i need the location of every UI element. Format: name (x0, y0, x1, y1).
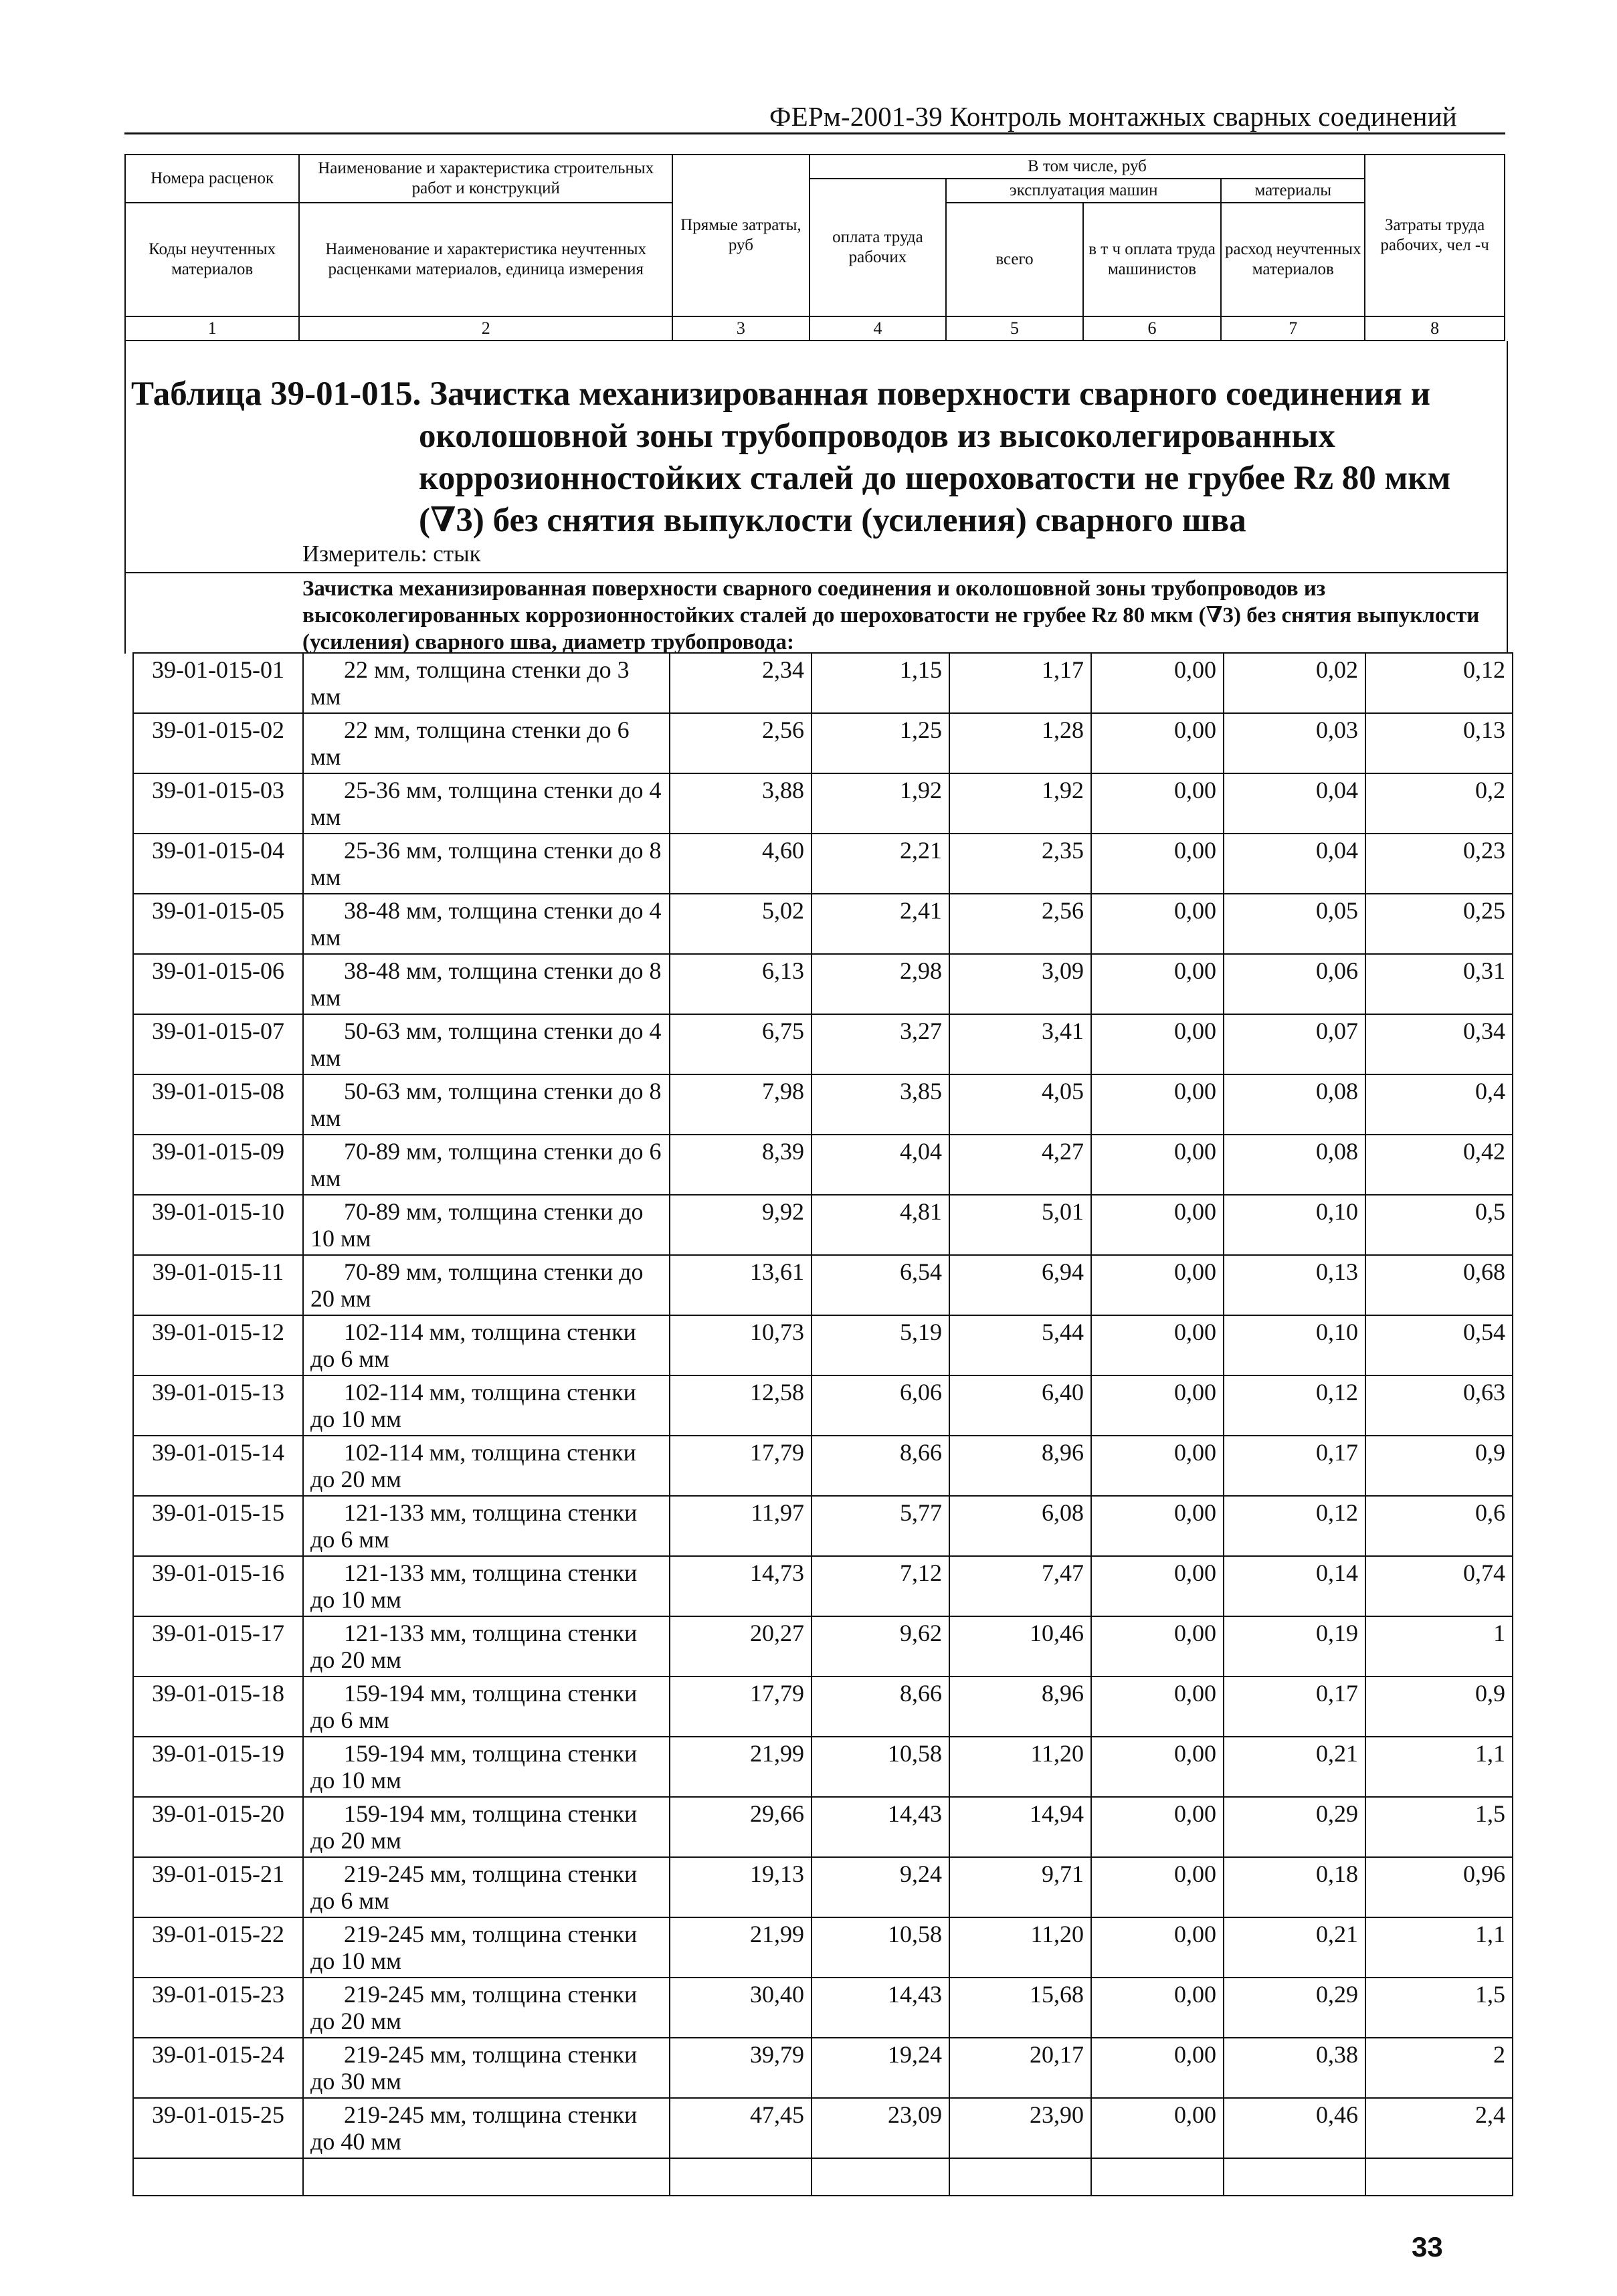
page-header: ФЕРм-2001-39 Контроль монтажных сварных соединений (769, 101, 1457, 132)
labor-hours: 0,12 (1365, 653, 1513, 713)
labor-hours: 0,9 (1365, 1436, 1513, 1496)
work-description: 219-245 мм, толщина стенки до 30 мм (303, 2038, 670, 2098)
labor-pay: 2,98 (812, 954, 949, 1014)
operator-pay: 0,00 (1091, 1496, 1224, 1556)
work-description: 22 мм, толщина стенки до 3 мм (303, 653, 670, 713)
work-description: 50-63 мм, толщина стенки до 4 мм (303, 1014, 670, 1074)
labor-pay: 6,06 (812, 1375, 949, 1436)
rate-code: 39-01-015-21 (133, 1857, 303, 1917)
direct-costs: 19,13 (670, 1857, 812, 1917)
direct-costs: 13,61 (670, 1255, 812, 1315)
rate-code: 39-01-015-22 (133, 1917, 303, 1978)
materials-cost: 0,17 (1224, 1436, 1365, 1496)
table-number: Таблица 39-01-015. (131, 375, 421, 413)
materials-cost: 0,38 (1224, 2038, 1365, 2098)
direct-costs: 10,73 (670, 1315, 812, 1375)
table-row (133, 713, 1513, 773)
empty-cell (1365, 2158, 1513, 2196)
labor-hours: 0,13 (1365, 713, 1513, 773)
materials-cost: 0,07 (1224, 1014, 1365, 1074)
rate-code: 39-01-015-05 (133, 894, 303, 954)
operator-pay: 0,00 (1091, 1917, 1224, 1978)
materials-cost: 0,03 (1224, 713, 1365, 773)
rate-code: 39-01-015-07 (133, 1014, 303, 1074)
rate-code: 39-01-015-11 (133, 1255, 303, 1315)
rate-code: 39-01-015-03 (133, 773, 303, 834)
labor-hours: 0,54 (1365, 1315, 1513, 1375)
header-material-codes: Коды неучтенных материалов (125, 203, 299, 316)
table-row (133, 894, 1513, 954)
table-name: Зачистка механизированная поверхности сварного соединения и околошовной зоны трубопроводов из высоколегированных коррозионностойких сталей до шероховатости не грубее Rz 80 мкм (∇3) без снятия выпуклости (усиления) сварного шва (419, 375, 1451, 539)
labor-hours: 0,5 (1365, 1195, 1513, 1255)
direct-costs: 39,79 (670, 2038, 812, 2098)
rate-code: 39-01-015-06 (133, 954, 303, 1014)
machines-total: 1,92 (949, 773, 1091, 834)
operator-pay: 0,00 (1091, 1616, 1224, 1677)
materials-cost: 0,13 (1224, 1255, 1365, 1315)
operator-pay: 0,00 (1091, 1375, 1224, 1436)
materials-cost: 0,10 (1224, 1195, 1365, 1255)
work-description: 102-114 мм, толщина стенки до 20 мм (303, 1436, 670, 1496)
work-description: 121-133 мм, толщина стенки до 20 мм (303, 1616, 670, 1677)
machines-total: 6,40 (949, 1375, 1091, 1436)
rate-code: 39-01-015-09 (133, 1135, 303, 1195)
direct-costs: 17,79 (670, 1677, 812, 1737)
materials-cost: 0,10 (1224, 1315, 1365, 1375)
direct-costs: 47,45 (670, 2098, 812, 2158)
operator-pay: 0,00 (1091, 1978, 1224, 2038)
labor-pay: 1,25 (812, 713, 949, 773)
work-description: 219-245 мм, толщина стенки до 40 мм (303, 2098, 670, 2158)
machines-total: 1,17 (949, 653, 1091, 713)
rate-code: 39-01-015-04 (133, 834, 303, 894)
machines-total: 8,96 (949, 1436, 1091, 1496)
machines-total: 6,08 (949, 1496, 1091, 1556)
labor-hours: 0,9 (1365, 1677, 1513, 1737)
operator-pay: 0,00 (1091, 1315, 1224, 1375)
page-number: 33 (1412, 2231, 1443, 2263)
table-row (133, 1978, 1513, 2038)
materials-cost: 0,29 (1224, 1978, 1365, 2038)
labor-pay: 1,15 (812, 653, 949, 713)
labor-pay: 10,58 (812, 1737, 949, 1797)
rate-code: 39-01-015-15 (133, 1496, 303, 1556)
direct-costs: 12,58 (670, 1375, 812, 1436)
labor-pay: 7,12 (812, 1556, 949, 1616)
machines-total: 5,01 (949, 1195, 1091, 1255)
rate-code: 39-01-015-17 (133, 1616, 303, 1677)
labor-hours: 2,4 (1365, 2098, 1513, 2158)
labor-hours: 0,31 (1365, 954, 1513, 1014)
labor-hours: 1,5 (1365, 1978, 1513, 2038)
machines-total: 20,17 (949, 2038, 1091, 2098)
labor-hours: 0,6 (1365, 1496, 1513, 1556)
rates-table (132, 652, 1512, 2196)
labor-pay: 23,09 (812, 2098, 949, 2158)
work-description: 70-89 мм, толщина стенки до 6 мм (303, 1135, 670, 1195)
labor-pay: 14,43 (812, 1978, 949, 2038)
header-rate-numbers: Номера расценок (125, 155, 299, 203)
machines-total: 3,09 (949, 954, 1091, 1014)
table-row (133, 653, 1513, 713)
rate-code: 39-01-015-20 (133, 1797, 303, 1857)
header-rule (124, 132, 1505, 134)
table-row (133, 2038, 1513, 2098)
header-direct-costs: Прямые затраты, руб (672, 155, 810, 316)
operator-pay: 0,00 (1091, 1436, 1224, 1496)
machines-total: 2,56 (949, 894, 1091, 954)
materials-cost: 0,08 (1224, 1074, 1365, 1135)
work-description: 25-36 мм, толщина стенки до 8 мм (303, 834, 670, 894)
empty-cell (303, 2158, 670, 2196)
table-end-spacer (133, 2158, 1513, 2196)
rate-code: 39-01-015-16 (133, 1556, 303, 1616)
empty-cell (949, 2158, 1091, 2196)
machines-total: 2,35 (949, 834, 1091, 894)
labor-pay: 9,24 (812, 1857, 949, 1917)
labor-pay: 5,77 (812, 1496, 949, 1556)
operator-pay: 0,00 (1091, 2098, 1224, 2158)
materials-cost: 0,02 (1224, 653, 1365, 713)
empty-cell (1091, 2158, 1224, 2196)
header-operator-pay: в т ч оплата труда машинистов (1083, 203, 1222, 316)
machines-total: 8,96 (949, 1677, 1091, 1737)
column-number: 1 (125, 316, 299, 341)
header-material-name: Наименование и характеристика неучтенных расценками материалов, единица измерения (299, 203, 672, 316)
operator-pay: 0,00 (1091, 1074, 1224, 1135)
work-description: 159-194 мм, толщина стенки до 10 мм (303, 1737, 670, 1797)
direct-costs: 30,40 (670, 1978, 812, 2038)
table-title (131, 373, 1503, 542)
work-description: 50-63 мм, толщина стенки до 8 мм (303, 1074, 670, 1135)
work-description: 219-245 мм, толщина стенки до 10 мм (303, 1917, 670, 1978)
operator-pay: 0,00 (1091, 1135, 1224, 1195)
header-machines-total: всего (946, 203, 1083, 316)
direct-costs: 5,02 (670, 894, 812, 954)
column-number: 2 (299, 316, 672, 341)
operator-pay: 0,00 (1091, 1737, 1224, 1797)
materials-cost: 0,08 (1224, 1135, 1365, 1195)
header-material-use: расход неучтенных материалов (1221, 203, 1365, 316)
empty-cell (1224, 2158, 1365, 2196)
column-number: 6 (1083, 316, 1222, 341)
labor-pay: 19,24 (812, 2038, 949, 2098)
direct-costs: 11,97 (670, 1496, 812, 1556)
header-including: В том числе, руб (810, 155, 1365, 179)
work-description: 102-114 мм, толщина стенки до 6 мм (303, 1315, 670, 1375)
labor-hours: 1 (1365, 1616, 1513, 1677)
materials-cost: 0,04 (1224, 834, 1365, 894)
labor-pay: 4,81 (812, 1195, 949, 1255)
work-description: 159-194 мм, толщина стенки до 6 мм (303, 1677, 670, 1737)
work-description: 70-89 мм, толщина стенки до 10 мм (303, 1195, 670, 1255)
labor-hours: 1,1 (1365, 1917, 1513, 1978)
rate-code: 39-01-015-14 (133, 1436, 303, 1496)
table-row (133, 1737, 1513, 1797)
labor-pay: 14,43 (812, 1797, 949, 1857)
machines-total: 11,20 (949, 1737, 1091, 1797)
materials-cost: 0,21 (1224, 1737, 1365, 1797)
rate-code: 39-01-015-19 (133, 1737, 303, 1797)
machines-total: 23,90 (949, 2098, 1091, 2158)
operator-pay: 0,00 (1091, 1797, 1224, 1857)
table-row (133, 1375, 1513, 1436)
labor-pay: 4,04 (812, 1135, 949, 1195)
table-row (133, 1195, 1513, 1255)
labor-pay: 6,54 (812, 1255, 949, 1315)
labor-hours: 0,42 (1365, 1135, 1513, 1195)
direct-costs: 20,27 (670, 1616, 812, 1677)
operator-pay: 0,00 (1091, 1556, 1224, 1616)
operator-pay: 0,00 (1091, 773, 1224, 834)
measurer: Измеритель: стык (302, 541, 481, 567)
table-title-text (131, 373, 1503, 542)
work-description: 25-36 мм, толщина стенки до 4 мм (303, 773, 670, 834)
work-description: 159-194 мм, толщина стенки до 20 мм (303, 1797, 670, 1857)
labor-hours: 0,74 (1365, 1556, 1513, 1616)
table-row (133, 1135, 1513, 1195)
direct-costs: 6,75 (670, 1014, 812, 1074)
materials-cost: 0,17 (1224, 1677, 1365, 1737)
work-description: 121-133 мм, толщина стенки до 6 мм (303, 1496, 670, 1556)
header-labor-pay: оплата труда рабочих (810, 179, 947, 316)
column-header (124, 154, 1505, 341)
table-row (133, 773, 1513, 834)
operator-pay: 0,00 (1091, 1857, 1224, 1917)
labor-pay: 3,85 (812, 1074, 949, 1135)
direct-costs: 2,56 (670, 713, 812, 773)
header-labor-hours: Затраты труда рабочих, чел -ч (1365, 155, 1505, 316)
table-row (133, 1917, 1513, 1978)
rate-code: 39-01-015-10 (133, 1195, 303, 1255)
machines-total: 5,44 (949, 1315, 1091, 1375)
labor-pay: 10,58 (812, 1917, 949, 1978)
materials-cost: 0,18 (1224, 1857, 1365, 1917)
operator-pay: 0,00 (1091, 894, 1224, 954)
column-number: 7 (1221, 316, 1365, 341)
materials-cost: 0,21 (1224, 1917, 1365, 1978)
labor-pay: 1,92 (812, 773, 949, 834)
operator-pay: 0,00 (1091, 2038, 1224, 2098)
materials-cost: 0,06 (1224, 954, 1365, 1014)
rate-code: 39-01-015-12 (133, 1315, 303, 1375)
section-description: Зачистка механизированная поверхности сварного соединения и околошовной зоны трубопроводов из высоколегированных коррозионностойких сталей до шероховатости не грубее Rz 80 мкм (∇3) без снятия выпуклости (усиления) сварного шва, диаметр трубопровода: (302, 577, 1480, 654)
materials-cost: 0,19 (1224, 1616, 1365, 1677)
table-row (133, 1556, 1513, 1616)
machines-total: 6,94 (949, 1255, 1091, 1315)
operator-pay: 0,00 (1091, 954, 1224, 1014)
machines-total: 15,68 (949, 1978, 1091, 2038)
direct-costs: 29,66 (670, 1797, 812, 1857)
operator-pay: 0,00 (1091, 653, 1224, 713)
direct-costs: 21,99 (670, 1737, 812, 1797)
rate-code: 39-01-015-01 (133, 653, 303, 713)
table-row (133, 1315, 1513, 1375)
labor-hours: 0,96 (1365, 1857, 1513, 1917)
work-description: 38-48 мм, толщина стенки до 4 мм (303, 894, 670, 954)
table-row (133, 1857, 1513, 1917)
labor-pay: 8,66 (812, 1677, 949, 1737)
materials-cost: 0,14 (1224, 1556, 1365, 1616)
rate-code: 39-01-015-18 (133, 1677, 303, 1737)
machines-total: 10,46 (949, 1616, 1091, 1677)
empty-cell (133, 2158, 303, 2196)
machines-total: 14,94 (949, 1797, 1091, 1857)
operator-pay: 0,00 (1091, 1014, 1224, 1074)
work-description: 22 мм, толщина стенки до 6 мм (303, 713, 670, 773)
operator-pay: 0,00 (1091, 1195, 1224, 1255)
direct-costs: 4,60 (670, 834, 812, 894)
empty-cell (670, 2158, 812, 2196)
machines-total: 4,05 (949, 1074, 1091, 1135)
empty-cell (812, 2158, 949, 2196)
labor-hours: 0,2 (1365, 773, 1513, 834)
materials-cost: 0,12 (1224, 1375, 1365, 1436)
table-row (133, 1496, 1513, 1556)
machines-total: 1,28 (949, 713, 1091, 773)
operator-pay: 0,00 (1091, 834, 1224, 894)
rate-code: 39-01-015-02 (133, 713, 303, 773)
work-description: 102-114 мм, толщина стенки до 10 мм (303, 1375, 670, 1436)
table-row (133, 2098, 1513, 2158)
header-materials: материалы (1221, 179, 1365, 203)
labor-hours: 0,34 (1365, 1014, 1513, 1074)
machines-total: 9,71 (949, 1857, 1091, 1917)
work-description: 70-89 мм, толщина стенки до 20 мм (303, 1255, 670, 1315)
table-row (133, 1677, 1513, 1737)
header-machines: эксплуатация машин (946, 179, 1221, 203)
materials-cost: 0,12 (1224, 1496, 1365, 1556)
labor-pay: 5,19 (812, 1315, 949, 1375)
materials-cost: 0,05 (1224, 894, 1365, 954)
operator-pay: 0,00 (1091, 713, 1224, 773)
labor-hours: 0,4 (1365, 1074, 1513, 1135)
materials-cost: 0,46 (1224, 2098, 1365, 2158)
rate-code: 39-01-015-13 (133, 1375, 303, 1436)
direct-costs: 8,39 (670, 1135, 812, 1195)
work-description: 219-245 мм, толщина стенки до 6 мм (303, 1857, 670, 1917)
table-row (133, 954, 1513, 1014)
work-description: 219-245 мм, толщина стенки до 20 мм (303, 1978, 670, 2038)
header-work-name: Наименование и характеристика строительных работ и конструкций (299, 155, 672, 203)
rate-code: 39-01-015-08 (133, 1074, 303, 1135)
materials-cost: 0,29 (1224, 1797, 1365, 1857)
direct-costs: 6,13 (670, 954, 812, 1014)
labor-pay: 8,66 (812, 1436, 949, 1496)
rate-code: 39-01-015-24 (133, 2038, 303, 2098)
column-number: 5 (946, 316, 1083, 341)
direct-costs: 17,79 (670, 1436, 812, 1496)
table-row (133, 834, 1513, 894)
direct-costs: 2,34 (670, 653, 812, 713)
direct-costs: 7,98 (670, 1074, 812, 1135)
labor-hours: 1,1 (1365, 1737, 1513, 1797)
labor-hours: 0,25 (1365, 894, 1513, 954)
direct-costs: 21,99 (670, 1917, 812, 1978)
work-description: 38-48 мм, толщина стенки до 8 мм (303, 954, 670, 1014)
column-number: 8 (1365, 316, 1505, 341)
column-number: 4 (810, 316, 947, 341)
work-description: 121-133 мм, толщина стенки до 10 мм (303, 1556, 670, 1616)
materials-cost: 0,04 (1224, 773, 1365, 834)
direct-costs: 14,73 (670, 1556, 812, 1616)
labor-pay: 9,62 (812, 1616, 949, 1677)
table-row (133, 1074, 1513, 1135)
column-number: 3 (672, 316, 810, 341)
rate-code: 39-01-015-25 (133, 2098, 303, 2158)
labor-hours: 0,68 (1365, 1255, 1513, 1315)
labor-hours: 0,63 (1365, 1375, 1513, 1436)
operator-pay: 0,00 (1091, 1255, 1224, 1315)
table-row (133, 1616, 1513, 1677)
machines-total: 3,41 (949, 1014, 1091, 1074)
table-row (133, 1797, 1513, 1857)
machines-total: 11,20 (949, 1917, 1091, 1978)
table-row (133, 1436, 1513, 1496)
labor-pay: 2,21 (812, 834, 949, 894)
labor-pay: 2,41 (812, 894, 949, 954)
machines-total: 7,47 (949, 1556, 1091, 1616)
table-row (133, 1255, 1513, 1315)
direct-costs: 9,92 (670, 1195, 812, 1255)
labor-hours: 1,5 (1365, 1797, 1513, 1857)
labor-pay: 3,27 (812, 1014, 949, 1074)
labor-hours: 2 (1365, 2038, 1513, 2098)
labor-hours: 0,23 (1365, 834, 1513, 894)
machines-total: 4,27 (949, 1135, 1091, 1195)
rate-code: 39-01-015-23 (133, 1978, 303, 2038)
table-row (133, 1014, 1513, 1074)
direct-costs: 3,88 (670, 773, 812, 834)
operator-pay: 0,00 (1091, 1677, 1224, 1737)
